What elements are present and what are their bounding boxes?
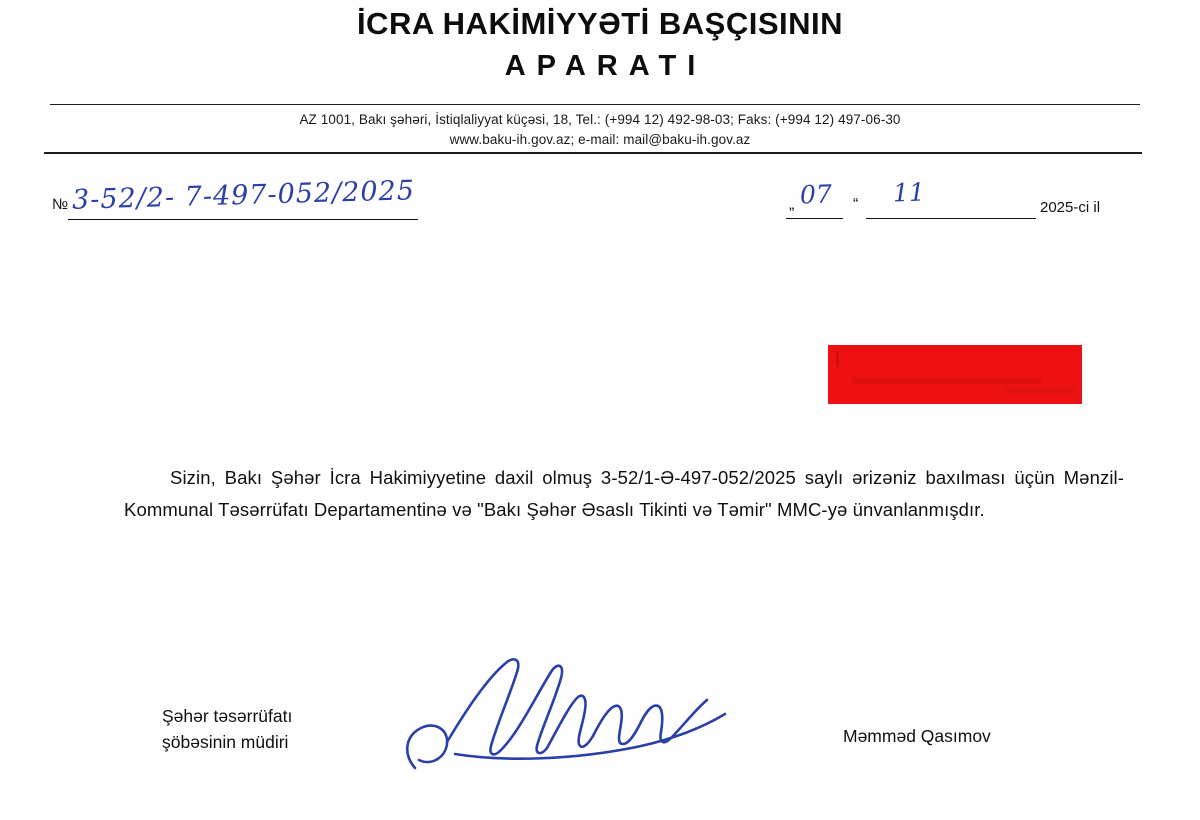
reference-number-handwritten: 3-52/2- 7-497-052/2025	[71, 175, 416, 216]
date-year-label: 2025-ci il	[1040, 199, 1101, 216]
letterhead	[0, 0, 1200, 83]
contact-web-line: www.baku-ih.gov.az; e-mail: mail@baku-ih.gov.az	[449, 132, 751, 147]
signatory-title	[162, 703, 292, 755]
signatory-title-line-2: şöbəsinin müdiri	[162, 732, 289, 752]
letterhead-line-1: İCRA HAKİMİYYƏTİ BAŞÇISININ	[356, 6, 844, 41]
reference-date-row	[0, 175, 1200, 230]
date-day-underline	[786, 218, 843, 219]
date-quote-close: “	[853, 196, 859, 213]
redaction-block	[828, 345, 1082, 404]
redaction-mark-3	[1004, 387, 1076, 394]
handwritten-signature	[395, 650, 755, 790]
letterhead-divider-top	[50, 104, 1140, 105]
date-day-handwritten: 07	[799, 179, 833, 210]
reference-number-underline	[68, 219, 418, 220]
letterhead-line-2: APARATI	[504, 50, 707, 82]
letterhead-contact	[0, 110, 1200, 150]
date-month-underline	[866, 218, 1036, 219]
redaction-mark-1	[836, 351, 839, 367]
body-paragraph: Sizin, Bakı Şəhər İcra Hakimiyyetine daxil olmuş 3-52/1-Ə-497-052/2025 saylı ərizəniz baxılması üçün Mənzil-Kommunal Təsərrüfatı Departamentinə və "Bakı Şəhər Əsaslı Tikinti və Təmir" MMC-yə ünvanlanmışdır.	[124, 467, 1124, 520]
date-quote-open: „	[789, 196, 795, 213]
date-month-handwritten: 11	[892, 177, 926, 208]
letterhead-divider-bottom	[44, 152, 1142, 154]
reference-number-label: №	[52, 196, 69, 213]
signatory-name: Məmməd Qasımov	[843, 726, 991, 746]
redaction-mark-2	[852, 377, 1042, 384]
signatory-title-line-1: Şəhər təsərrüfatı	[162, 706, 293, 726]
contact-address-line: AZ 1001, Bakı şəhəri, İstiqlaliyyat küçəsi, 18, Tel.: (+994 12) 492-98-03; Faks: (+994 12) 497-06-30	[299, 112, 901, 127]
